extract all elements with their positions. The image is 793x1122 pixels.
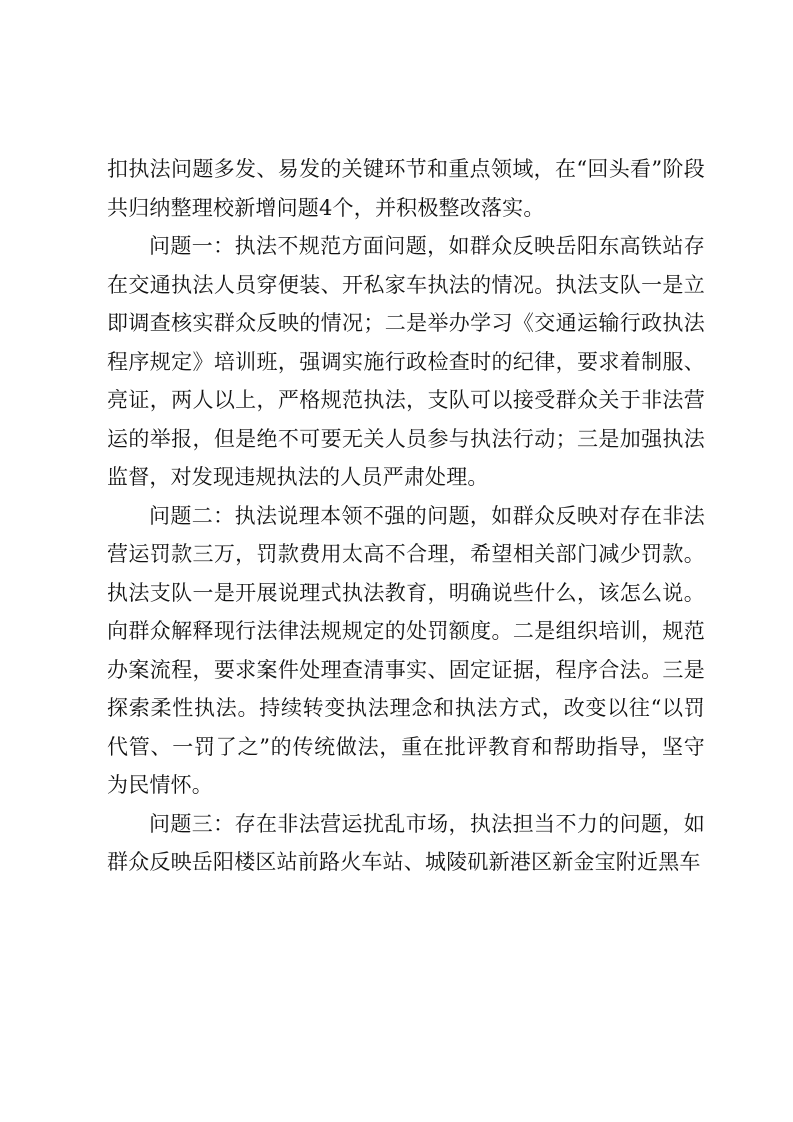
paragraph-continuation: 扣执法问题多发、易发的关键环节和重点领域，在“回头看”阶段共归纳整理校新增问题4个，并积极整改落实。	[107, 157, 705, 220]
paragraph-problem-two: 问题二：执法说理本领不强的问题，如群众反映对存在非法营运罚款三万，罚款费用太高不合理，希望相关部门减少罚款。执法支队一是开展说理式执法教育，明确说些什么，该怎么说。向群众解释现行法律法规规定的处罚额度。二是组织培训，规范办案流程，要求案件处理查清事实、固定证据，程序合法。三是探索柔性执法。持续转变执法理念和执法方式，改变以往“以罚代管、一罚了之”的传统做法，重在批评教育和帮助指导，坚守为民情怀。	[107, 503, 705, 797]
body-text	[107, 150, 705, 882]
paragraph-problem-three: 问题三：存在非法营运扰乱市场，执法担当不力的问题，如群众反映岳阳楼区站前路火车站、城陵矶新港区新金宝附近黑车	[107, 811, 705, 874]
paragraph-problem-one: 问题一：执法不规范方面问题，如群众反映岳阳东高铁站存在交通执法人员穿便装、开私家车执法的情况。执法支队一是立即调查核实群众反映的情况；二是举办学习《交通运输行政执法程序规定》培训班，强调实施行政检查时的纪律，要求着制服、亮证，两人以上，严格规范执法，支队可以接受群众关于非法营运的举报，但是绝不可要无关人员参与执法行动；三是加强执法监督，对发现违规执法的人员严肃处理。	[107, 234, 705, 489]
